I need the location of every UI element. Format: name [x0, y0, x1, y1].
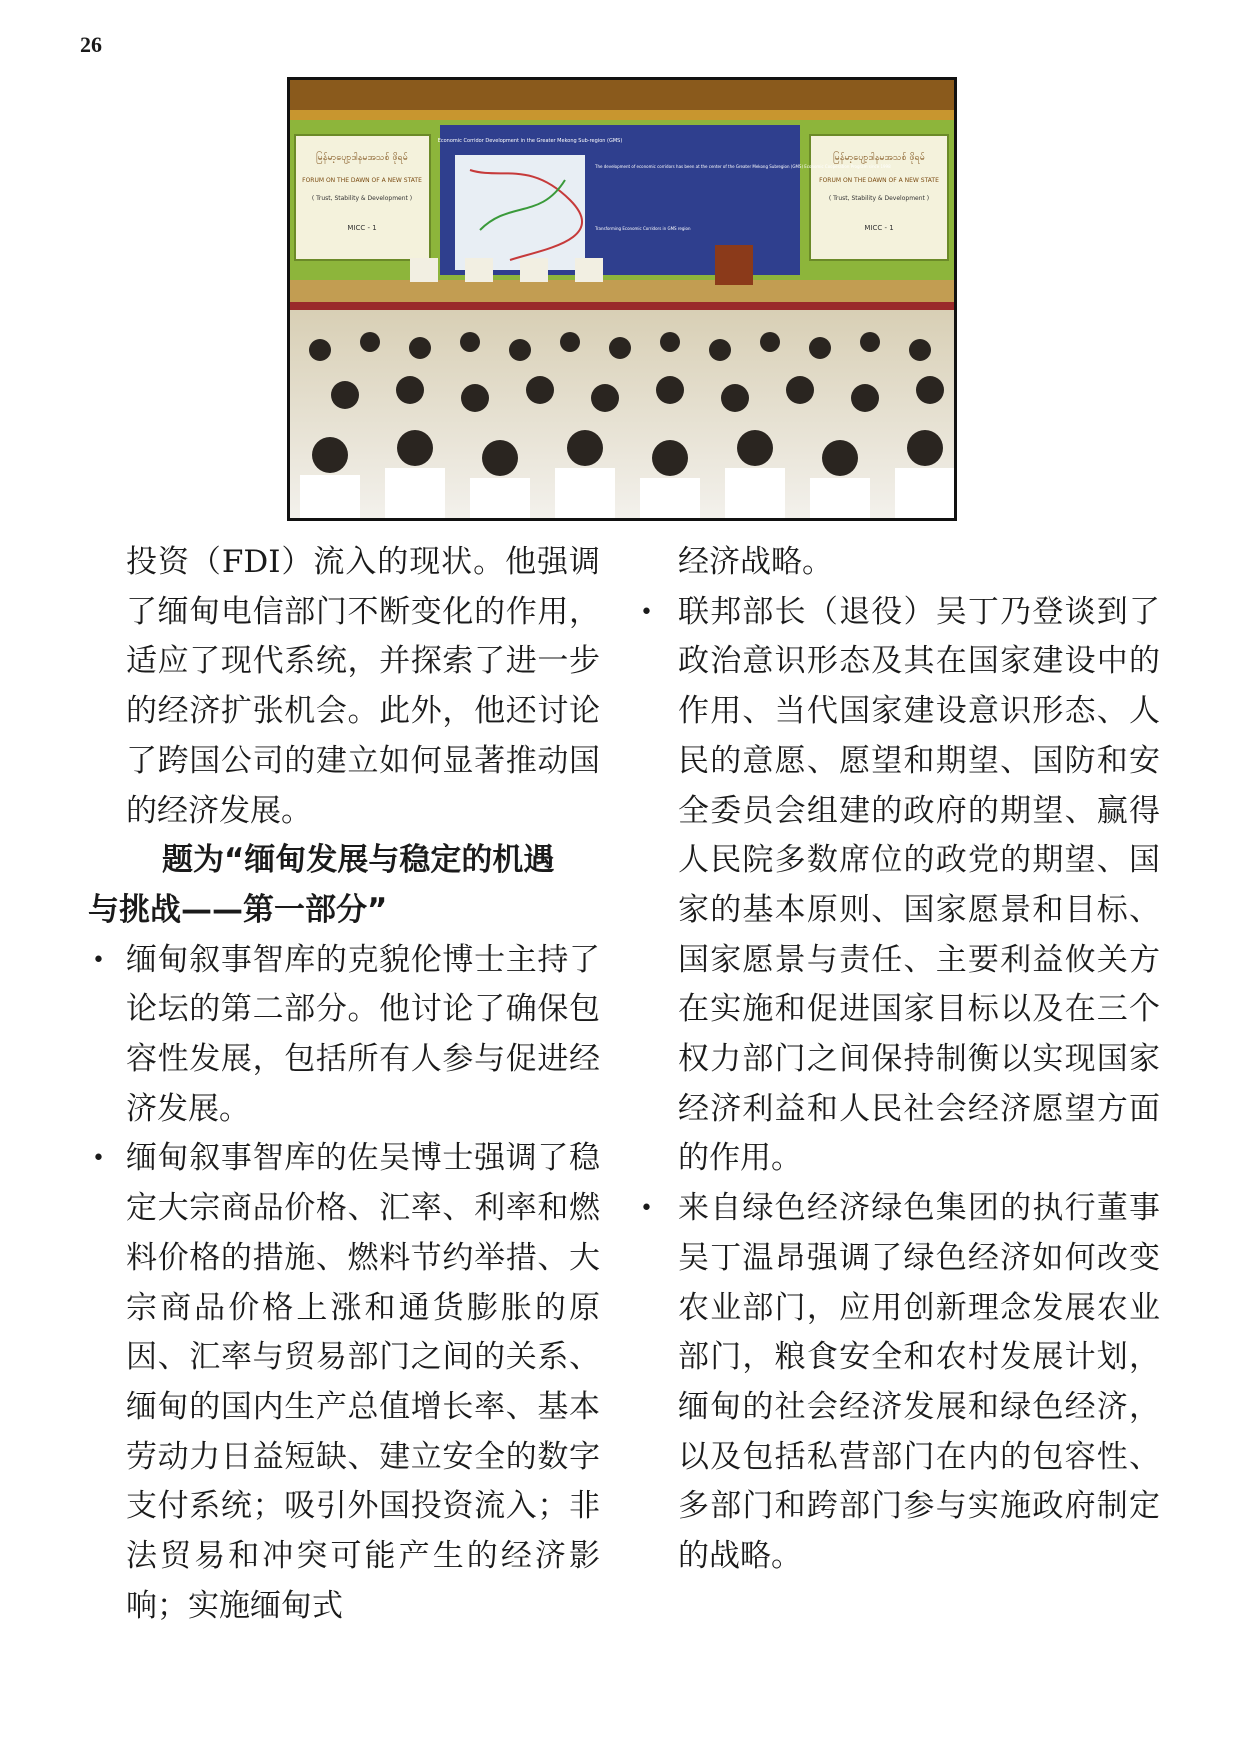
right-column — [640, 538, 1160, 1582]
section-heading — [88, 836, 600, 935]
bullet-icon: • — [92, 947, 105, 973]
screen-center-bullet-2: Transforming Economic Corridors in GMS region — [595, 226, 691, 231]
list-item-text: 缅甸叙事智库的克貌伦博士主持了论坛的第二部分。他讨论了确保包容性发展，包括所有人参与促进经济发展。 — [126, 941, 600, 1127]
list-item — [88, 1134, 600, 1631]
list-item — [88, 936, 600, 1135]
bullet-icon: • — [640, 1196, 653, 1222]
section-heading-line-2: 与挑战——第一部分” — [88, 891, 388, 928]
left-column — [88, 538, 600, 1631]
screen-center-title: Economic Corridor Development in the Greater Mekong Sub-region (GMS) — [437, 138, 623, 144]
left-paragraph: 投资（FDI）流入的现状。他强调了缅甸电信部门不断变化的作用，适应了现代系统，并探索了进一步的经济扩张机会。此外，他还讨论了跨国公司的建立如何显著推动国的经济发展。 — [126, 544, 600, 829]
list-item — [640, 588, 1160, 1184]
screen-left-title: မြန်မာ့ပျော့ဒါနမအသစ် ဖိုရမ် — [316, 153, 408, 163]
screen-right-title: မြန်မာ့ပျော့ဒါနမအသစ် ဖိုရမ် — [833, 153, 925, 163]
screen-right-tagline: ( Trust, Stability & Development ) — [828, 195, 930, 202]
list-item-text: 联邦部长（退役）吴丁乃登谈到了政治意识形态及其在国家建设中的作用、当代国家建设意识形态、人民的意愿、愿望和期望、国防和安全委员会组建的政府的期望、赢得人民院多数席位的政党的期望、国家的基本原则、国家愿景和目标、国家愿景与责任、主要利益攸关方在实施和促进国家目标以及在三个权力部门之间保持制衡以实现国家经济利益和人民社会经济愿望方面的作用。 — [678, 593, 1160, 1177]
list-item-text: 缅甸叙事智库的佐吴博士强调了稳定大宗商品价格、汇率、利率和燃料价格的措施、燃料节约举措、大宗商品价格上涨和通货膨胀的原因、汇率与贸易部门之间的关系、缅甸的国内生产总值增长率、基本劳动力日益短缺、建立安全的数字支付系统；吸引外国投资流入；非法贸易和冲突可能产生的经济影响；实施缅甸式 — [126, 1140, 600, 1624]
right-paragraph: 经济战略。 — [678, 544, 833, 580]
section-heading-line-1: 题为“缅甸发展与稳定的机遇 — [162, 842, 555, 879]
screen-right-subtitle: FORUM ON THE DAWN OF A NEW STATE — [819, 177, 939, 184]
conference-photo-illustration — [290, 80, 954, 518]
left-bullet-list — [88, 936, 600, 1632]
page-number: 26 — [80, 32, 102, 57]
list-item — [640, 1184, 1160, 1582]
screen-right-venue: MICC - 1 — [864, 224, 894, 232]
screen-center-bullet-1: The development of economic corridors has been at the center of the Greater Mekong Subregion (GMS) Economic Cooperation Program since 1998 — [595, 164, 891, 169]
screen-left-venue: MICC - 1 — [347, 224, 377, 232]
conference-photo — [287, 77, 957, 521]
right-bullet-list — [640, 588, 1160, 1582]
list-item-text: 来自绿色经济绿色集团的执行董事吴丁温昂强调了绿色经济如何改变农业部门，应用创新理念发展农业部门，粮食安全和农村发展计划，缅甸的社会经济发展和绿色经济，以及包括私营部门在内的包容性、多部门和跨部门参与实施政府制定的战略。 — [678, 1190, 1160, 1575]
screen-left-tagline: ( Trust, Stability & Development ) — [311, 195, 413, 202]
bullet-icon: • — [92, 1146, 105, 1172]
screen-left-subtitle: FORUM ON THE DAWN OF A NEW STATE — [302, 177, 422, 184]
bullet-icon: • — [640, 599, 653, 625]
